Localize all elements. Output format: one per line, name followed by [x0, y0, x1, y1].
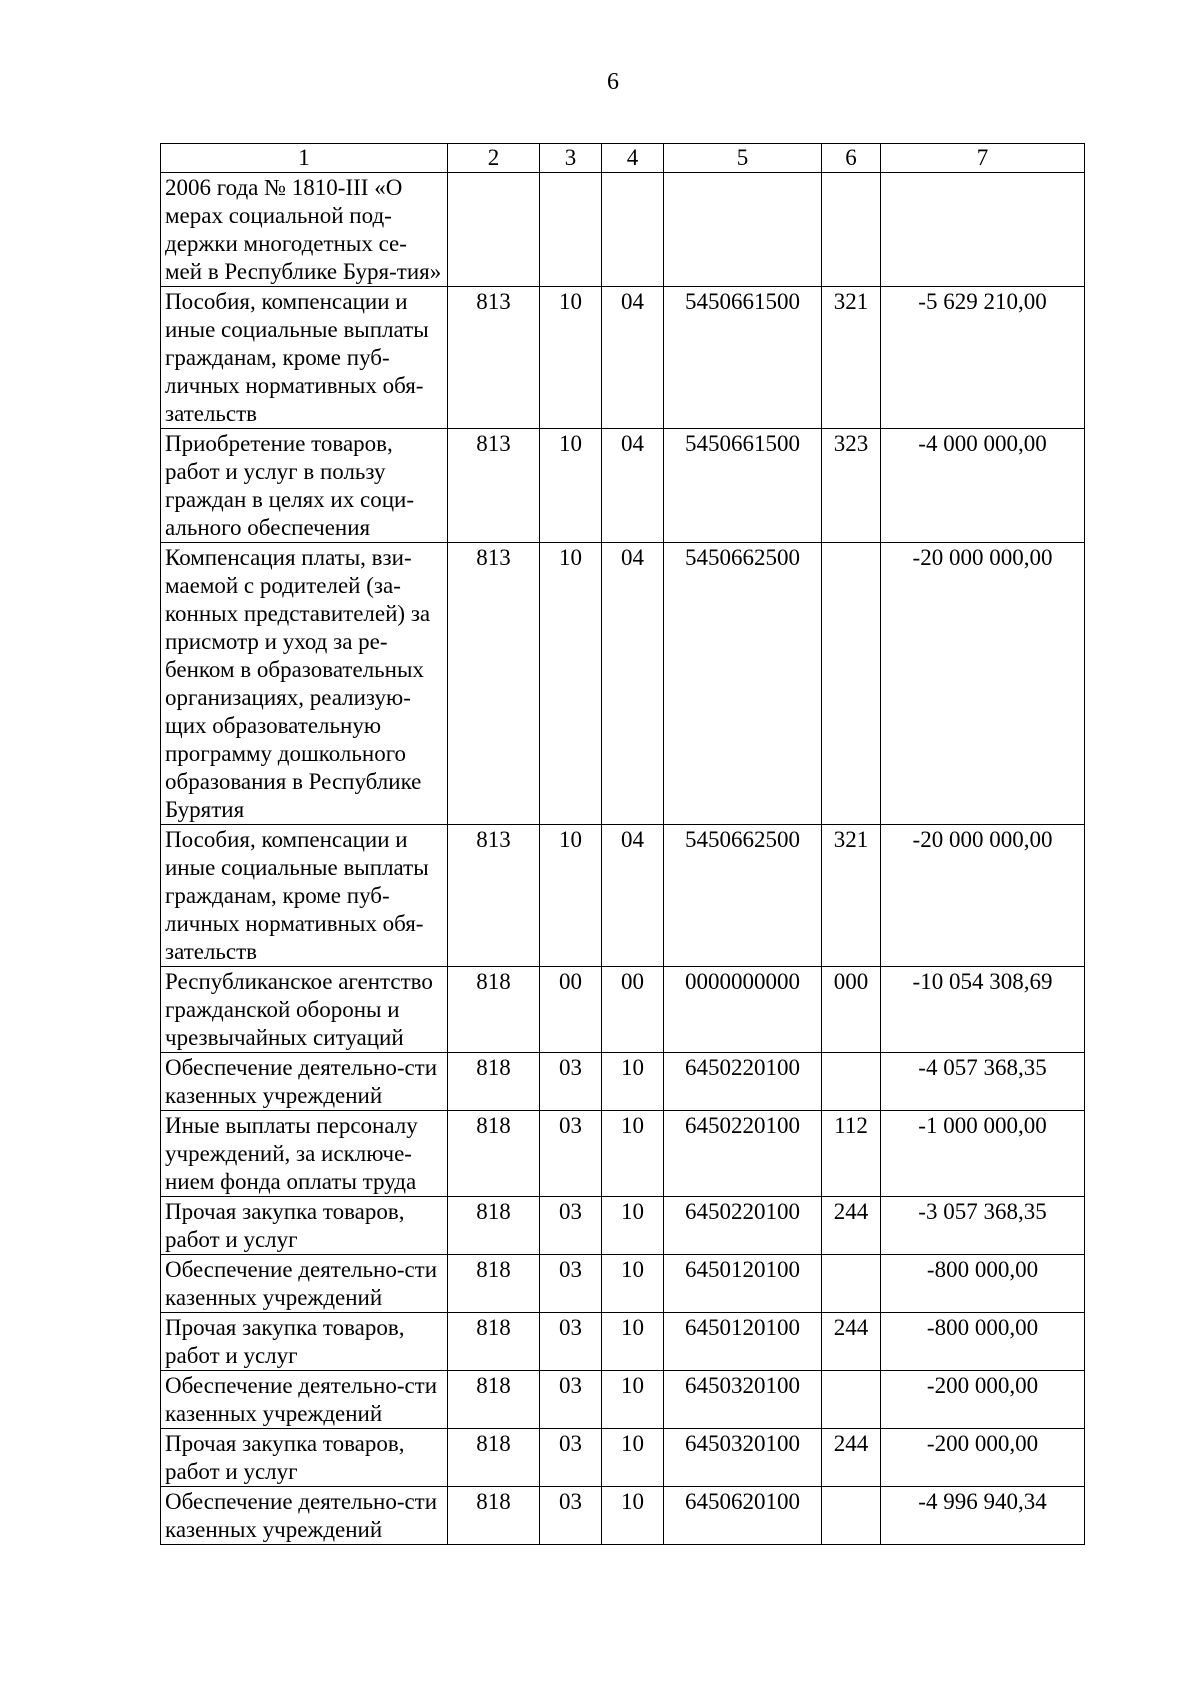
cell-col-4: 04: [602, 287, 664, 429]
cell-name: Прочая закупка товаров, работ и услуг: [161, 1429, 448, 1487]
cell-name: Обеспечение деятельно-сти казенных учреждений: [161, 1371, 448, 1429]
column-header-4: 4: [602, 144, 664, 173]
cell-col-5: 0000000000: [664, 967, 822, 1053]
cell-name: Пособия, компенсации и иные социальные выплаты гражданам, кроме пуб-личных нормативных обя-зательств: [161, 825, 448, 967]
table-row: [161, 1255, 1085, 1313]
column-header-3: 3: [540, 144, 602, 173]
cell-col-7: -4 996 940,34: [881, 1487, 1085, 1545]
cell-col-6: [822, 1487, 881, 1545]
cell-col-5: 5450661500: [664, 287, 822, 429]
column-header-5: 5: [664, 144, 822, 173]
cell-col-4: 04: [602, 429, 664, 543]
cell-col-6: [822, 543, 881, 825]
cell-col-6: 244: [822, 1197, 881, 1255]
cell-col-5: 6450220100: [664, 1197, 822, 1255]
cell-col-5: 6450620100: [664, 1487, 822, 1545]
cell-name: Компенсация платы, взи-маемой с родителей (за-конных представителей) за присмотр и уход за ре-бенком в образовательных организациях, реализую-щих образовательную программу дошкольного образования в Республике Бурятия: [161, 543, 448, 825]
cell-col-2: 813: [448, 429, 540, 543]
cell-col-5: 5450662500: [664, 825, 822, 967]
cell-col-5: 6450120100: [664, 1313, 822, 1371]
cell-col-6: [822, 1255, 881, 1313]
cell-col-2: 813: [448, 825, 540, 967]
cell-col-2: 818: [448, 967, 540, 1053]
cell-col-7: -800 000,00: [881, 1255, 1085, 1313]
cell-col-2: 818: [448, 1111, 540, 1197]
cell-col-6: 321: [822, 287, 881, 429]
cell-col-6: [822, 1371, 881, 1429]
cell-col-3: [540, 173, 602, 287]
cell-col-7: -800 000,00: [881, 1313, 1085, 1371]
cell-col-3: 03: [540, 1313, 602, 1371]
cell-col-5: 5450661500: [664, 429, 822, 543]
cell-col-6: [822, 173, 881, 287]
cell-col-3: 03: [540, 1371, 602, 1429]
cell-col-6: 112: [822, 1111, 881, 1197]
cell-col-3: 00: [540, 967, 602, 1053]
cell-name: Прочая закупка товаров, работ и услуг: [161, 1313, 448, 1371]
cell-name: Обеспечение деятельно-сти казенных учреждений: [161, 1487, 448, 1545]
column-header-2: 2: [448, 144, 540, 173]
cell-col-2: 818: [448, 1053, 540, 1111]
cell-col-4: 10: [602, 1487, 664, 1545]
cell-name: 2006 года № 1810-III «О мерах социальной под-держки многодетных се-мей в Республике Буря-тия»: [161, 173, 448, 287]
cell-name: Пособия, компенсации и иные социальные выплаты гражданам, кроме пуб-личных нормативных обя-зательств: [161, 287, 448, 429]
cell-col-4: 10: [602, 1313, 664, 1371]
header-row: [161, 144, 1085, 173]
cell-col-3: 03: [540, 1111, 602, 1197]
cell-col-5: 6450120100: [664, 1255, 822, 1313]
cell-col-5: 6450320100: [664, 1429, 822, 1487]
table-row: [161, 1111, 1085, 1197]
cell-col-2: 818: [448, 1255, 540, 1313]
cell-col-6: 244: [822, 1429, 881, 1487]
cell-col-3: 10: [540, 287, 602, 429]
cell-col-5: 5450662500: [664, 543, 822, 825]
cell-col-4: 10: [602, 1371, 664, 1429]
cell-col-7: -20 000 000,00: [881, 543, 1085, 825]
cell-col-6: 323: [822, 429, 881, 543]
page-number: 6: [607, 69, 619, 95]
cell-name: Приобретение товаров, работ и услуг в пользу граждан в целях их соци-ального обеспечения: [161, 429, 448, 543]
table-row: [161, 173, 1085, 287]
cell-col-7: -1 000 000,00: [881, 1111, 1085, 1197]
cell-col-5: 6450220100: [664, 1053, 822, 1111]
table-row: [161, 1053, 1085, 1111]
cell-col-7: -3 057 368,35: [881, 1197, 1085, 1255]
cell-col-4: [602, 173, 664, 287]
cell-col-2: [448, 173, 540, 287]
cell-name: Республиканское агентство гражданской обороны и чрезвычайных ситуаций: [161, 967, 448, 1053]
cell-col-7: -200 000,00: [881, 1371, 1085, 1429]
table-row: [161, 287, 1085, 429]
cell-col-3: 03: [540, 1487, 602, 1545]
cell-name: Обеспечение деятельно-сти казенных учреждений: [161, 1255, 448, 1313]
cell-col-7: -200 000,00: [881, 1429, 1085, 1487]
cell-col-3: 03: [540, 1255, 602, 1313]
table-row: [161, 429, 1085, 543]
cell-col-3: 10: [540, 543, 602, 825]
cell-col-7: -4 000 000,00: [881, 429, 1085, 543]
cell-col-6: 321: [822, 825, 881, 967]
cell-name: Обеспечение деятельно-сти казенных учреждений: [161, 1053, 448, 1111]
cell-col-2: 818: [448, 1371, 540, 1429]
cell-col-2: 813: [448, 287, 540, 429]
cell-col-5: [664, 173, 822, 287]
table-row: [161, 1313, 1085, 1371]
cell-col-2: 818: [448, 1313, 540, 1371]
cell-col-7: -4 057 368,35: [881, 1053, 1085, 1111]
table-row: [161, 1487, 1085, 1545]
cell-col-5: 6450220100: [664, 1111, 822, 1197]
cell-col-6: 244: [822, 1313, 881, 1371]
cell-col-4: 10: [602, 1429, 664, 1487]
cell-col-5: 6450320100: [664, 1371, 822, 1429]
cell-col-2: 818: [448, 1487, 540, 1545]
budget-table: [160, 143, 1085, 1545]
table-row: [161, 1429, 1085, 1487]
column-header-6: 6: [822, 144, 881, 173]
cell-col-3: 03: [540, 1429, 602, 1487]
table-row: [161, 967, 1085, 1053]
cell-col-3: 10: [540, 825, 602, 967]
table-row: [161, 1197, 1085, 1255]
cell-col-4: 10: [602, 1111, 664, 1197]
cell-name: Иные выплаты персоналу учреждений, за исключе-нием фонда оплаты труда: [161, 1111, 448, 1197]
column-header-1: 1: [161, 144, 448, 173]
table-row: [161, 825, 1085, 967]
cell-col-3: 03: [540, 1053, 602, 1111]
cell-col-3: 10: [540, 429, 602, 543]
cell-col-7: -5 629 210,00: [881, 287, 1085, 429]
cell-name: Прочая закупка товаров, работ и услуг: [161, 1197, 448, 1255]
cell-col-4: 10: [602, 1053, 664, 1111]
cell-col-4: 04: [602, 543, 664, 825]
cell-col-7: -20 000 000,00: [881, 825, 1085, 967]
cell-col-4: 04: [602, 825, 664, 967]
table-row: [161, 543, 1085, 825]
cell-col-6: 000: [822, 967, 881, 1053]
cell-col-7: -10 054 308,69: [881, 967, 1085, 1053]
cell-col-2: 813: [448, 543, 540, 825]
cell-col-4: 00: [602, 967, 664, 1053]
cell-col-4: 10: [602, 1255, 664, 1313]
table-row: [161, 1371, 1085, 1429]
cell-col-4: 10: [602, 1197, 664, 1255]
cell-col-7: [881, 173, 1085, 287]
cell-col-2: 818: [448, 1429, 540, 1487]
cell-col-2: 818: [448, 1197, 540, 1255]
cell-col-3: 03: [540, 1197, 602, 1255]
cell-col-6: [822, 1053, 881, 1111]
column-header-7: 7: [881, 144, 1085, 173]
table-body: [161, 173, 1085, 1545]
